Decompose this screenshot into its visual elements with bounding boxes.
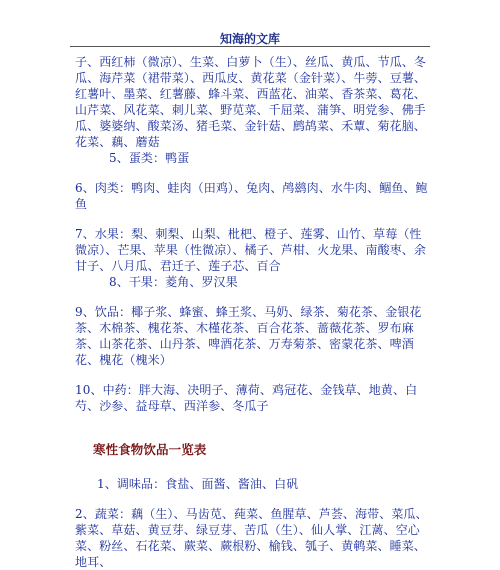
herb-category: 10、中药：胖大海、决明子、薄荷、鸡冠花、金钱草、地黄、白芍、沙参、益母草、西洋参、冬瓜子 (75, 383, 418, 413)
cold-vegetable-category: 2、蔬菜：藕（生）、马齿苋、莼菜、鱼腥草、芦荟、海带、菜瓜、紫菜、草菇、黄豆芽、绿豆芽、苦瓜（生）、仙人掌、江蓠、空心菜、粉丝、石花菜、蕨菜、蕨根粉、榆钱、瓠子、黄鹌菜、睡菜、地耳、 (75, 507, 428, 569)
egg-category: 5、蛋类：鸭蛋 (109, 151, 190, 165)
fruit-category: 7、水果：梨、刺梨、山梨、枇杷、橙子、莲雾、山竹、草莓（性微凉）、芒果、苹果（性微凉）、橘子、芦柑、火龙果、南酸枣、余甘子、八月瓜、君迁子、莲子芯、百合 (75, 227, 427, 273)
drink-category: 9、饮品：椰子浆、蜂蜜、蜂王浆、马奶、绿茶、菊花茶、金银花茶、木棉茶、槐花茶、木槿花茶、百合花茶、蔷薇花茶、罗布麻茶、山茶花茶、山丹茶、啤酒花茶、万寿菊茶、密蒙花茶、啤酒花、槐花（槐米） (75, 305, 422, 367)
vegetable-list-continued: 子、西红柿（微凉）、生菜、白萝卜（生）、丝瓜、黄瓜、节瓜、冬瓜、海芹菜（裙带菜）、西瓜皮、黄花菜（金针菜）、牛蒡、豆薯、红薯叶、墨菜、红薯藤、蜂斗菜、西蓝花、油菜、香茶菜、葛花、山芹菜、风花菜、刺儿菜、野苋菜、千屈菜、蒲笋、明党参、佛手瓜、婆婆纳、酸菜汤、猪毛菜、金针菇、鹧鸪菜、禾蕈、菊花脑、花菜、藕、蘑菇 (75, 55, 427, 149)
header-divider (70, 46, 430, 47)
section-title: 寒性食物饮品一览表 (93, 442, 207, 457)
dried-fruit-category: 8、干果：菱角、罗汉果 (109, 275, 238, 289)
page-header-title: 知海的文库 (219, 32, 280, 46)
cold-seasoning-category: 1、调味品：食盐、面酱、酱油、白矾 (97, 477, 299, 491)
document-body (75, 54, 429, 570)
meat-category: 6、肉类：鸭肉、蛙肉（田鸡）、兔肉、鸬鹚肉、水牛肉、鲴鱼、鲍鱼 (75, 181, 428, 211)
